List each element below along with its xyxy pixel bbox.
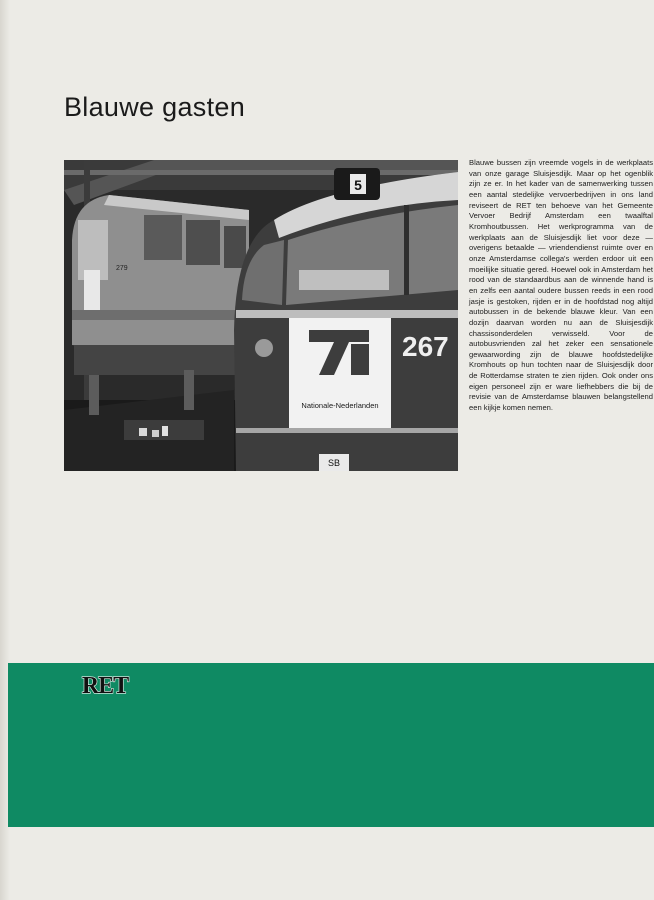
article-photo: [64, 160, 458, 471]
route-number: 5: [354, 177, 362, 193]
article-title: Blauwe gasten: [64, 92, 246, 122]
plate-text: SB: [327, 458, 341, 468]
article-body: Blauwe bussen zijn vreemde vogels in de werkplaats van onze garage Sluisjesdijk. Maar op het ogenblik zijn ze er. In het kader van de samenwerking tussen een aantal stedelijke vervoerbedrijven in ons land reviseert de RET ten behoeve van het Gemeente Vervoer Bedrijf Amsterdam een twaalftal Kromhoutbussen. Het werkprogramma van de werkplaats aan de Sluisjesdijk liet voor deze — overigens betaalde — vriendendienst ruimte over en onze Amsterdamse collega's werden erdoor uit een moeilijke situatie gered. Hoewel ook in Amsterdam het rood van de standaardbus aan de winnende hand is en zelfs een aantal oudere bussen reeds in een rood jasje is gestoken, rijden er in de hoofdstad nog altijd autobussen in de bekende blauwe kleur. Van een dozijn daarvan worden nu aan de Sluisjesdijk chassisonderdelen verwisseld. Voor de autobusvrienden zal het zeker een sensationele gewaarwording zijn de blauwe hoofdstedelijke Kromhouts op hun tochten naar de Sluisjesdijk door de Rotterdamse straten te zien rijden. Ook onder ons eigen personeel zijn er ware liefhebbers die bij de revisie van de Amsterdamse blauwen belangstellend een kijkje komen nemen.: [469, 158, 653, 413]
ad-text: Nationale-Nederlanden: [301, 401, 379, 410]
green-band: [8, 663, 654, 827]
fleet-number: 267: [402, 331, 449, 362]
left-bus-number: 279: [116, 265, 128, 272]
ret-logo: [63, 673, 147, 697]
ret-logo-text: RET: [81, 673, 129, 697]
